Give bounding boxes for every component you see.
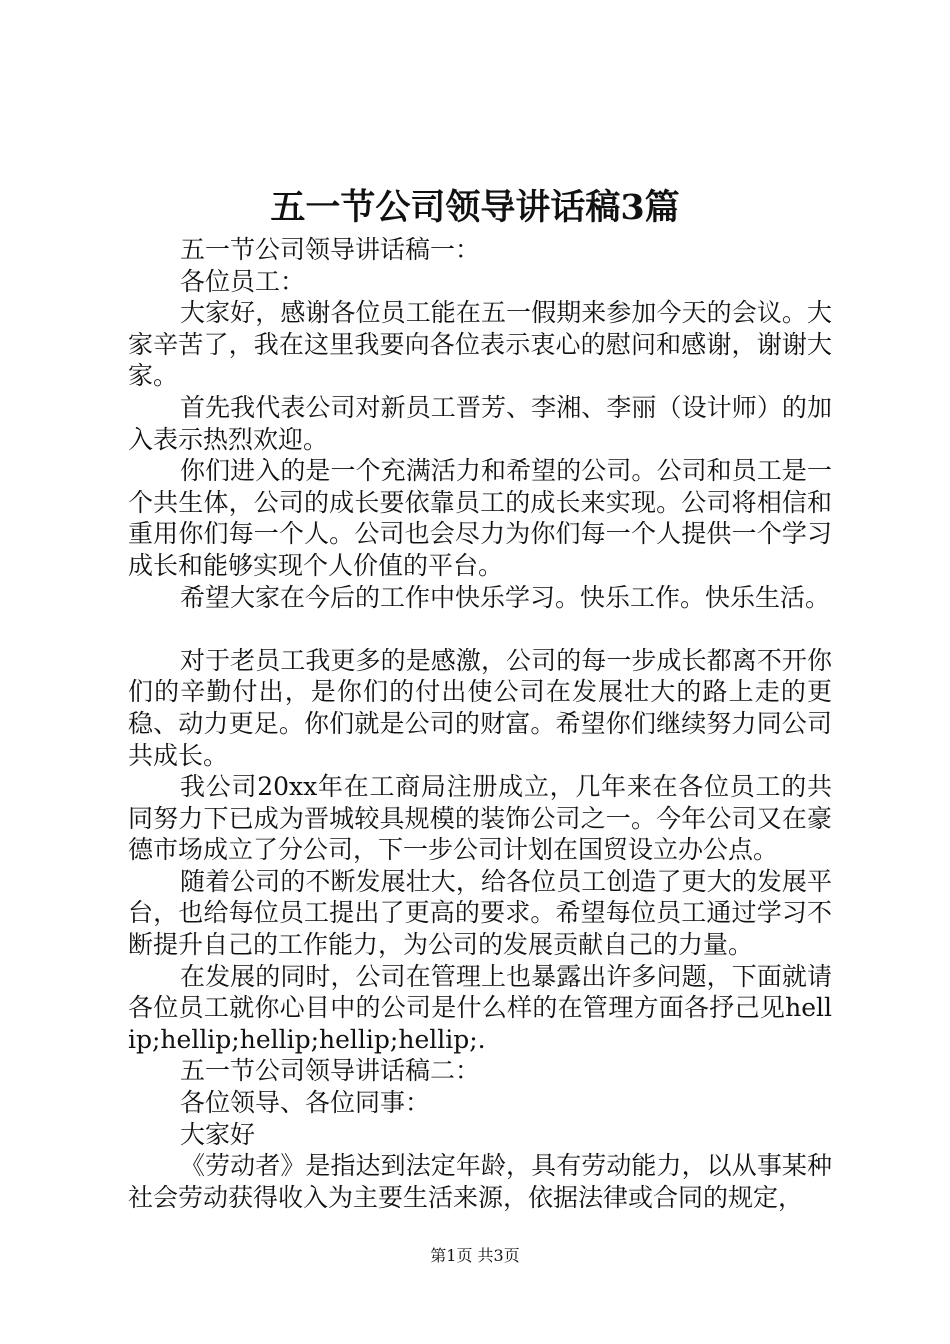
greeting: 大家好 xyxy=(180,1119,256,1149)
paragraph-gap xyxy=(128,613,832,645)
paragraph: 希望大家在今后的工作中快乐学习。快乐工作。快乐生活。 xyxy=(180,582,831,612)
paragraph: 首先我代表公司对新员工晋芳、李湘、李丽（设计师）的加入表示热烈欢迎。 xyxy=(128,392,832,454)
paragraph: 在发展的同时，公司在管理上也暴露出许多问题，下面就请各位员工就你心目中的公司是什么样的在管理方面各抒己见hellip;hellip;hellip;hellip;hellip;. xyxy=(128,961,832,1054)
salutation: 各位员工： xyxy=(180,266,306,296)
salutation: 各位领导、各位同事： xyxy=(180,1088,431,1118)
paragraph: 你们进入的是一个充满活力和希望的公司。公司和员工是一个共生体，公司的成长要依靠员工的成长来实现。公司将相信和重用你们每一个人。公司也会尽力为你们每一个人提供一个学习成长和能够实现个人价值的平台。 xyxy=(128,456,832,580)
paragraph: 随着公司的不断发展壮大，给各位员工创造了更大的发展平台，也给每位员工提出了更高的要求。希望每位员工通过学习不断提升自己的工作能力，为公司的发展贡献自己的力量。 xyxy=(128,866,832,960)
section-heading-1: 五一节公司领导讲话稿一： xyxy=(180,235,481,264)
page-footer: 第1页 共3页 xyxy=(430,1246,520,1265)
document-body xyxy=(128,234,832,1213)
paragraph: 我公司20xx年在工商局注册成立，几年来在各位员工的共同努力下已成为晋城较具规模的装饰公司之一。今年公司又在豪德市场成立了分公司，下一步公司计划在国贸设立办公点。 xyxy=(128,772,832,865)
paragraph: 大家好，感谢各位员工能在五一假期来参加今天的会议。大家辛苦了，我在这里我要向各位表示衷心的慰问和感谢，谢谢大家。 xyxy=(128,298,832,391)
paragraph: 《劳动者》是指达到法定年龄，具有劳动能力，以从事某种社会劳动获得收入为主要生活来源，依据法律或合同的规定， xyxy=(128,1151,832,1212)
paragraph: 对于老员工我更多的是感激，公司的每一步成长都离不开你们的辛勤付出，是你们的付出使公司在发展壮大的路上走的更稳、动力更足。你们就是公司的财富。希望你们继续努力同公司共成长。 xyxy=(128,645,832,770)
section-heading-2: 五一节公司领导讲话稿二： xyxy=(180,1056,481,1086)
document-title: 五一节公司领导讲话稿3篇 xyxy=(270,187,680,228)
